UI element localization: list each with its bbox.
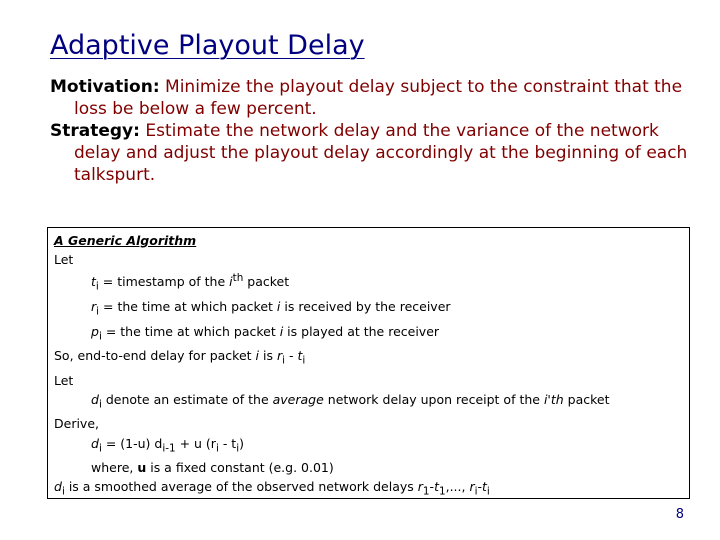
- r-definition-end: is received by the receiver: [280, 298, 451, 314]
- smoothing-formula: [54, 434, 683, 459]
- sm-r1: r: [417, 479, 423, 495]
- p-packet-index: i: [279, 323, 284, 339]
- t-definition-text: = timestamp of the: [98, 274, 230, 290]
- sm-d: d: [54, 479, 62, 495]
- strategy-paragraph: [50, 120, 690, 186]
- timestamp-definition: [54, 269, 683, 297]
- play-time-definition: [54, 322, 683, 347]
- where-end: is a fixed constant (e.g. 0.01): [146, 460, 334, 476]
- so-minus: -: [284, 348, 298, 364]
- algorithm-box: [47, 227, 690, 499]
- strategy-text: Estimate the network delay and the variance of the network delay and adjust the playout delay accordingly at the beginning of each talkspurt.: [74, 121, 688, 185]
- t-subscript: i: [95, 280, 99, 293]
- page-number: 8: [675, 507, 684, 522]
- d-subscript: i: [98, 398, 102, 411]
- sm-ri-subscript: i: [474, 485, 478, 498]
- smoothed-average-line: [54, 477, 683, 502]
- t-ith-index: i: [229, 274, 233, 290]
- p-subscript: i: [98, 330, 102, 343]
- sm-ri: r: [469, 479, 475, 495]
- sm-d-subscript: i: [61, 485, 65, 498]
- motivation-label: Motivation:: [50, 77, 160, 97]
- t-definition-end: packet: [243, 274, 290, 290]
- let-line-1: Let: [54, 252, 74, 268]
- where-u: u: [137, 460, 147, 476]
- sm-ti-subscript: i: [486, 485, 490, 498]
- formula-close: ): [239, 435, 244, 451]
- d-definition-text: denote an estimate of the: [101, 391, 273, 407]
- where-text: where,: [91, 460, 138, 476]
- so-r-symbol: r: [276, 348, 283, 364]
- formula-minus: - t: [218, 435, 237, 451]
- r-definition-text: = the time at which packet: [99, 298, 277, 314]
- formula-d: d: [91, 435, 99, 451]
- formula-prev-subscript: i-1: [162, 442, 176, 454]
- t-ith-superscript: th: [232, 272, 244, 285]
- strategy-label: Strategy:: [50, 121, 140, 141]
- so-packet-index: i: [255, 348, 259, 364]
- formula-plus: + u (r: [175, 435, 216, 451]
- slide-title: Adaptive Playout Delay: [50, 30, 365, 61]
- sm-text: is a smoothed average of the observed network delays: [64, 479, 418, 495]
- receive-time-definition: [54, 297, 683, 322]
- so-t-symbol: t: [297, 348, 303, 364]
- sm-t1-subscript: 1: [438, 485, 446, 498]
- formula-t-subscript: i: [236, 442, 240, 454]
- let-line-2: Let: [54, 372, 74, 388]
- sm-dash-2: -: [477, 479, 482, 495]
- so-is: is: [259, 348, 277, 364]
- so-t-subscript: i: [302, 354, 306, 367]
- formula-eq: = (1-u) d: [101, 435, 163, 451]
- sm-t1: t: [434, 479, 439, 495]
- t-symbol: t: [91, 274, 96, 290]
- algorithm-heading: A Generic Algorithm: [54, 233, 197, 248]
- d-definition-end: packet: [563, 391, 610, 407]
- slide-body: [50, 76, 690, 186]
- sm-dash-1: -: [429, 479, 435, 495]
- formula-d-subscript: i: [98, 442, 102, 454]
- sm-ellipsis: ,...,: [445, 479, 470, 495]
- d-definition-middle: network delay upon receipt of the: [323, 391, 544, 407]
- p-definition-text: = the time at which packet: [101, 323, 280, 339]
- p-definition-end: is played at the receiver: [283, 323, 440, 339]
- r-subscript: i: [96, 305, 100, 318]
- r-packet-index: i: [276, 298, 281, 314]
- so-r-subscript: i: [282, 354, 285, 367]
- where-line: [54, 458, 683, 477]
- formula-r-subscript: i: [215, 442, 219, 454]
- sm-r1-subscript: 1: [422, 485, 430, 498]
- d-average-word: average: [272, 391, 324, 407]
- motivation-text: Minimize the playout delay subject to the constraint that the loss be below a few percent.: [74, 77, 683, 119]
- d-ith-word: i'th: [543, 391, 564, 407]
- d-symbol: d: [91, 391, 99, 407]
- r-symbol: r: [91, 298, 97, 314]
- end-to-end-delay-line: [54, 346, 683, 371]
- p-symbol: p: [91, 323, 99, 339]
- derive-line: Derive,: [54, 416, 99, 432]
- sm-ti: t: [482, 479, 487, 495]
- motivation-paragraph: [50, 76, 690, 120]
- so-text: So, end-to-end delay for packet: [54, 348, 256, 364]
- delay-estimate-definition: [54, 390, 683, 415]
